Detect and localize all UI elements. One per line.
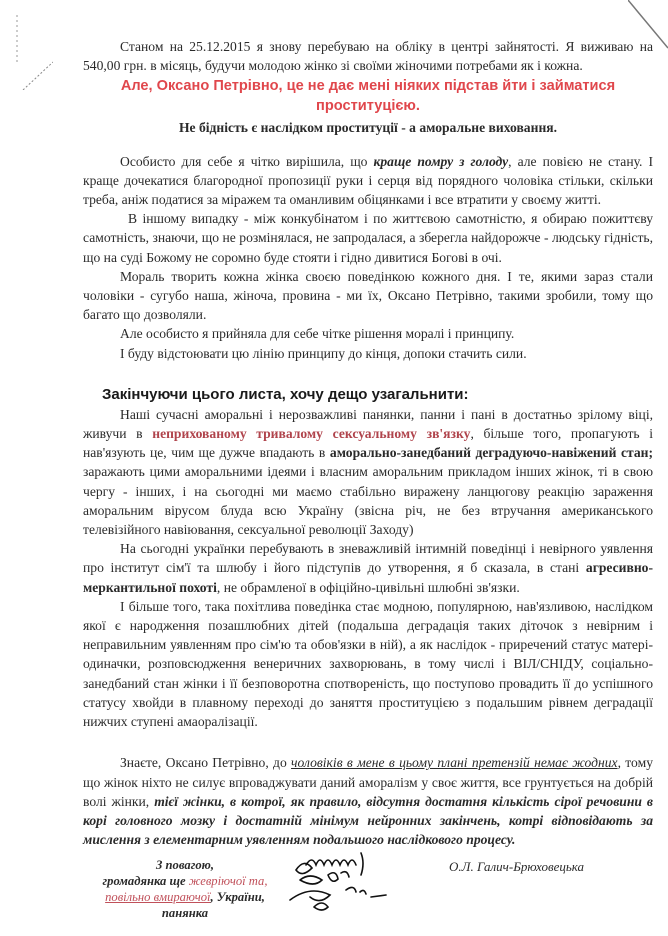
margin-scribble xyxy=(8,10,53,90)
paragraph-conclusion: Знаєте, Оксано Петрівно, до чоловіків в мене в цьому плані претензій немає жодних, тому що жінок ніхто не силує впроваджувати даний аморалізм у своє життя, все грунтується на добрій волі жінки, тієї жінки, в котрої, як правило, відсутня достатня кількість сірої речовини в корі головного мозку і достатній мінімум нейронних закінчень, котрі відповідають за мислення з елементарним уявленням подальшого наслідкового процесу. xyxy=(83,755,653,848)
paragraph-defend: І буду відстоювати цю лінію принципу до кінця, допоки стачить сили. xyxy=(120,345,527,361)
paragraph-otherwise: В іншому випадку - між конкубінатом і по життєвою самотністю, я обираю пожиттєву самотність, знаючи, що не розмінялася, не запродалася, а зберегла найдорожче - людську гідність, що на суді Божому не соромно буде стояти і гідно дивитися Богові в очі. xyxy=(83,211,653,265)
paragraph-status: Станом на 25.12.2015 я знову перебуваю на обліку в центрі зайнятості. Я виживаю на 540,00 грн. в місяць, будучи молодою жінко зі своїми жіночими потребами як і кожна. xyxy=(83,39,653,74)
section-heading: Закінчуючи цього листа, хочу дещо узагальнити: xyxy=(102,385,469,403)
paragraph-modern-women: Наші сучасні аморальні і нерозважливі панянки, панни і пані в достатньо зрілому віці, живучи в неприхованому тривалому сексуальному зв'язку, більше того, пропагують і нав'язують це, чим ще дужче впадають в аморально-занедбаний деградуючо-навіжений стан; заражають цими аморальними ідеями і власним аморальним прикладом інших жінок, ті в свою чергу - інших, і на сьогодні ми маємо стабільно виражену ланцюгову реакцію зараження аморальним вірусом блуда всю Україну (звісна річ, не без втручання американського телевізійного навіювання, сексуальної революції Заходу) xyxy=(83,406,654,538)
letter-body xyxy=(83,37,653,849)
paragraph-today: На сьогодні українки перебувають в зневажливій інтимній поведінці і невірного уявлення про інститут сім'ї та шлюбу і його підступів до утворення, я б сказала, в стані агресивно-меркантильної похоті, не обрамленої в офіційно-цивільні шлюбні зв'язки. xyxy=(83,541,653,595)
closing-block: З повагою, громадянка ще жевріючої та, повільно вмираючої, України, панянка xyxy=(102,858,268,920)
author-name: О.Л. Галич-Брюховецька xyxy=(449,859,585,874)
paragraph-morality: Мораль творить кожна жінка своєю поведінкою кожного дня. І те, якими зараз стали чоловіки - сугубо наша, жіноча, провина - ми їх, Оксано Петрівно, такими зробили, тому що багато що дозволяли. xyxy=(83,268,653,323)
paragraph-decision: Особисто для себе я чітко вирішила, що краще помру з голоду, але повією не стану. І краще дочекатися благородної пропозиції руки і серця від порядного чоловіка стільки, скільки треба, аніж податися за міражем та оманливим обіцянками і все втратити у своєму житті. xyxy=(83,153,653,208)
paragraph-principle: Але особисто я прийняла для себе чітке рішення моралі і принципу. xyxy=(120,326,515,342)
red-heading: Але, Оксано Петрівно, це не дає мені ніяких підстав йти і займатися проституцією. xyxy=(120,78,616,115)
handwritten-signature xyxy=(286,845,411,920)
paragraph-consequences: І більше того, така похітлива поведінка стає модною, популярною, нав'язливою, наслідком якої є народження позашлюбних дітей (подальша деградація таких діточок з невірним і неправильним уявленням про сім'ю та обов'язки в ній), а як наслідок - приречений статус матері-одиначки, розповсюдження венеричних захворювань, в тому числі і ВІЛ/СНІДУ, соціально-занедбаний стан жінки і її безповоротна спотвореність, що поступово провадить її до успішного статусу хвойди в плавному переході до заняття проституцією з подальшим рівнем деградації нижчих ступені амаоралізації. xyxy=(83,598,653,730)
emphasis-starve: краще помру з голоду xyxy=(373,153,509,169)
subheading: Не бідність є наслідком проституції - а аморальне виховання. xyxy=(178,120,558,136)
